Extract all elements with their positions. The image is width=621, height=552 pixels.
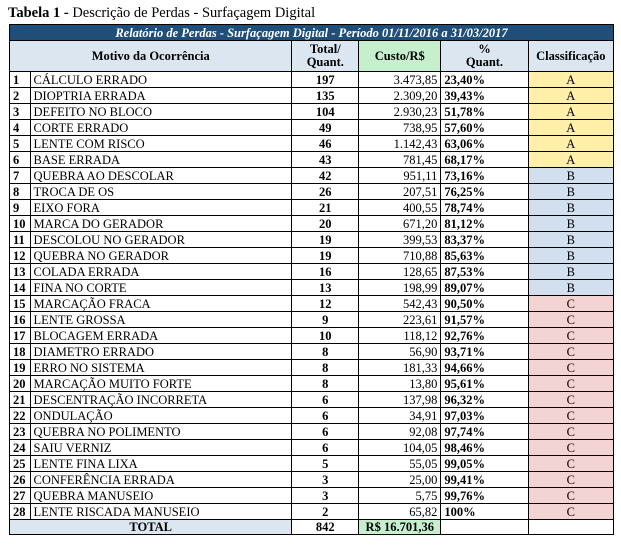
row-quantity: 43 (292, 152, 359, 168)
total-class-empty (528, 520, 613, 535)
row-percent: 85,63% (441, 248, 528, 264)
row-quantity: 104 (292, 104, 359, 120)
row-number: 26 (10, 472, 31, 488)
row-motivo: QUEBRA MANUSEIO (30, 488, 292, 504)
row-percent: 100% (441, 504, 528, 520)
total-row (10, 520, 614, 535)
row-classification: A (528, 152, 613, 168)
row-number: 6 (10, 152, 31, 168)
row-motivo: TROCA DE OS (30, 184, 292, 200)
row-classification: C (528, 296, 613, 312)
row-cost: 542,43 (359, 296, 441, 312)
row-number: 8 (10, 184, 31, 200)
row-percent: 91,57% (441, 312, 528, 328)
row-quantity: 20 (292, 216, 359, 232)
row-percent: 51,78% (441, 104, 528, 120)
row-cost: 1.142,43 (359, 136, 441, 152)
row-percent: 95,61% (441, 376, 528, 392)
row-classification: C (528, 392, 613, 408)
row-motivo: QUEBRA AO DESCOLAR (30, 168, 292, 184)
row-motivo: MARCA DO GERADOR (30, 216, 292, 232)
row-percent: 97,03% (441, 408, 528, 424)
table-row (10, 376, 614, 392)
row-quantity: 8 (292, 344, 359, 360)
row-number: 5 (10, 136, 31, 152)
table-caption (8, 5, 315, 22)
table-row (10, 168, 614, 184)
caption-label: Tabela 1 - (8, 5, 69, 21)
row-motivo: SAIU VERNIZ (30, 440, 292, 456)
row-quantity: 6 (292, 408, 359, 424)
row-classification: A (528, 120, 613, 136)
row-quantity: 42 (292, 168, 359, 184)
row-quantity: 26 (292, 184, 359, 200)
row-percent: 98,46% (441, 440, 528, 456)
row-number: 7 (10, 168, 31, 184)
table-row (10, 136, 614, 152)
row-cost: 34,91 (359, 408, 441, 424)
row-classification: B (528, 264, 613, 280)
row-cost: 128,65 (359, 264, 441, 280)
row-cost: 781,45 (359, 152, 441, 168)
row-cost: 207,51 (359, 184, 441, 200)
table-row (10, 344, 614, 360)
total-label: TOTAL (10, 520, 292, 535)
row-cost: 399,53 (359, 232, 441, 248)
row-classification: B (528, 184, 613, 200)
row-number: 18 (10, 344, 31, 360)
table-row (10, 104, 614, 120)
row-number: 12 (10, 248, 31, 264)
row-motivo: ONDULAÇÃO (30, 408, 292, 424)
row-classification: B (528, 232, 613, 248)
row-cost: 198,99 (359, 280, 441, 296)
row-number: 25 (10, 456, 31, 472)
row-percent: 57,60% (441, 120, 528, 136)
table-row (10, 72, 614, 88)
row-number: 23 (10, 424, 31, 440)
row-motivo: QUEBRA NO POLIMENTO (30, 424, 292, 440)
table-row (10, 360, 614, 376)
row-cost: 671,20 (359, 216, 441, 232)
row-number: 14 (10, 280, 31, 296)
row-motivo: ERRO NO SISTEMA (30, 360, 292, 376)
row-quantity: 46 (292, 136, 359, 152)
row-classification: B (528, 168, 613, 184)
header-percent (441, 41, 528, 72)
row-motivo: EIXO FORA (30, 200, 292, 216)
row-percent: 76,25% (441, 184, 528, 200)
table-row (10, 184, 614, 200)
row-number: 21 (10, 392, 31, 408)
row-cost: 55,05 (359, 456, 441, 472)
row-motivo: FINA NO CORTE (30, 280, 292, 296)
row-percent: 99,05% (441, 456, 528, 472)
row-percent: 68,17% (441, 152, 528, 168)
row-percent: 93,71% (441, 344, 528, 360)
row-cost: 56,90 (359, 344, 441, 360)
row-quantity: 5 (292, 456, 359, 472)
table-row (10, 232, 614, 248)
row-classification: B (528, 200, 613, 216)
table-row (10, 392, 614, 408)
table-row (10, 280, 614, 296)
row-number: 27 (10, 488, 31, 504)
row-classification: C (528, 456, 613, 472)
table-row (10, 312, 614, 328)
row-percent: 92,76% (441, 328, 528, 344)
row-percent: 89,07% (441, 280, 528, 296)
row-classification: A (528, 104, 613, 120)
table-row (10, 248, 614, 264)
header-motivo: Motivo da Ocorrência (10, 41, 292, 72)
row-classification: C (528, 360, 613, 376)
row-quantity: 135 (292, 88, 359, 104)
row-number: 20 (10, 376, 31, 392)
row-cost: 2.309,20 (359, 88, 441, 104)
losses-table (9, 24, 614, 535)
row-quantity: 12 (292, 296, 359, 312)
row-percent: 63,06% (441, 136, 528, 152)
table-row (10, 408, 614, 424)
row-cost: 400,55 (359, 200, 441, 216)
row-classification: C (528, 488, 613, 504)
total-quantity: 842 (292, 520, 359, 535)
table-row (10, 152, 614, 168)
row-motivo: DEFEITO NO BLOCO (30, 104, 292, 120)
table-body (10, 72, 614, 520)
row-percent: 23,40% (441, 72, 528, 88)
row-number: 3 (10, 104, 31, 120)
row-classification: C (528, 328, 613, 344)
report-title-row (10, 25, 614, 41)
table-row (10, 264, 614, 280)
row-cost: 738,95 (359, 120, 441, 136)
table-row (10, 216, 614, 232)
row-percent: 90,50% (441, 296, 528, 312)
row-cost: 710,88 (359, 248, 441, 264)
row-cost: 118,12 (359, 328, 441, 344)
row-number: 2 (10, 88, 31, 104)
row-percent: 96,32% (441, 392, 528, 408)
table-row (10, 200, 614, 216)
total-percent-empty (441, 520, 528, 535)
row-classification: A (528, 72, 613, 88)
row-quantity: 8 (292, 360, 359, 376)
row-number: 22 (10, 408, 31, 424)
header-total (292, 41, 359, 72)
row-percent: 73,16% (441, 168, 528, 184)
row-classification: C (528, 408, 613, 424)
row-percent: 99,76% (441, 488, 528, 504)
row-motivo: LENTE GROSSA (30, 312, 292, 328)
row-quantity: 6 (292, 392, 359, 408)
row-number: 1 (10, 72, 31, 88)
row-number: 4 (10, 120, 31, 136)
row-percent: 99,41% (441, 472, 528, 488)
row-motivo: QUEBRA NO GERADOR (30, 248, 292, 264)
table-row (10, 424, 614, 440)
row-percent: 94,66% (441, 360, 528, 376)
row-percent: 81,12% (441, 216, 528, 232)
row-cost: 3.473,85 (359, 72, 441, 88)
row-number: 19 (10, 360, 31, 376)
row-classification: C (528, 440, 613, 456)
table-row (10, 440, 614, 456)
row-classification: C (528, 472, 613, 488)
row-quantity: 3 (292, 488, 359, 504)
table-row (10, 120, 614, 136)
row-classification: B (528, 248, 613, 264)
table-row (10, 488, 614, 504)
row-number: 11 (10, 232, 31, 248)
header-row (10, 41, 614, 72)
row-number: 24 (10, 440, 31, 456)
row-motivo: DESCENTRAÇÃO INCORRETA (30, 392, 292, 408)
total-cost: R$ 16.701,36 (359, 520, 441, 535)
row-percent: 97,74% (441, 424, 528, 440)
row-motivo: MARCAÇÃO FRACA (30, 296, 292, 312)
table-row (10, 328, 614, 344)
report-title: Relatório de Perdas - Surfaçagem Digital - Período 01/11/2016 a 31/03/2017 (10, 25, 614, 41)
row-cost: 5,75 (359, 488, 441, 504)
row-cost: 181,33 (359, 360, 441, 376)
row-classification: A (528, 88, 613, 104)
header-total-line2: Quant. (306, 55, 344, 69)
row-quantity: 6 (292, 424, 359, 440)
row-number: 9 (10, 200, 31, 216)
row-number: 15 (10, 296, 31, 312)
row-number: 28 (10, 504, 31, 520)
table-row (10, 296, 614, 312)
row-classification: A (528, 136, 613, 152)
row-percent: 39,43% (441, 88, 528, 104)
row-cost: 25,00 (359, 472, 441, 488)
row-cost: 13,80 (359, 376, 441, 392)
header-percent-line1: % (478, 42, 491, 56)
row-number: 10 (10, 216, 31, 232)
row-quantity: 6 (292, 440, 359, 456)
row-cost: 223,61 (359, 312, 441, 328)
row-quantity: 21 (292, 200, 359, 216)
row-cost: 92,08 (359, 424, 441, 440)
row-motivo: DIOPTRIA ERRADA (30, 88, 292, 104)
row-motivo: CÁLCULO ERRADO (30, 72, 292, 88)
header-classificacao: Classificação (528, 41, 613, 72)
row-quantity: 49 (292, 120, 359, 136)
row-quantity: 10 (292, 328, 359, 344)
row-quantity: 2 (292, 504, 359, 520)
row-motivo: MARCAÇÃO MUITO FORTE (30, 376, 292, 392)
row-classification: B (528, 216, 613, 232)
row-motivo: LENTE RISCADA MANUSEIO (30, 504, 292, 520)
row-number: 13 (10, 264, 31, 280)
row-classification: C (528, 312, 613, 328)
row-motivo: CORTE ERRADO (30, 120, 292, 136)
table-row (10, 504, 614, 520)
table-row (10, 472, 614, 488)
row-quantity: 8 (292, 376, 359, 392)
row-quantity: 9 (292, 312, 359, 328)
row-classification: C (528, 344, 613, 360)
row-motivo: LENTE FINA LIXA (30, 456, 292, 472)
row-percent: 83,37% (441, 232, 528, 248)
row-quantity: 19 (292, 232, 359, 248)
row-motivo: DIAMETRO ERRADO (30, 344, 292, 360)
table-row (10, 88, 614, 104)
row-quantity: 13 (292, 280, 359, 296)
row-motivo: BASE ERRADA (30, 152, 292, 168)
row-cost: 104,05 (359, 440, 441, 456)
row-quantity: 197 (292, 72, 359, 88)
row-classification: C (528, 376, 613, 392)
row-cost: 951,11 (359, 168, 441, 184)
row-motivo: LENTE COM RISCO (30, 136, 292, 152)
row-motivo: DESCOLOU NO GERADOR (30, 232, 292, 248)
row-cost: 65,82 (359, 504, 441, 520)
header-custo: Custo/R$ (359, 41, 441, 72)
caption-text: Descrição de Perdas - Surfaçagem Digital (72, 5, 316, 21)
header-total-line1: Total/ (309, 42, 341, 56)
row-number: 17 (10, 328, 31, 344)
row-percent: 78,74% (441, 200, 528, 216)
row-cost: 137,98 (359, 392, 441, 408)
table-row (10, 456, 614, 472)
row-percent: 87,53% (441, 264, 528, 280)
row-quantity: 3 (292, 472, 359, 488)
row-classification: C (528, 504, 613, 520)
row-motivo: CONFERÊNCIA ERRADA (30, 472, 292, 488)
row-quantity: 19 (292, 248, 359, 264)
row-classification: C (528, 424, 613, 440)
row-number: 16 (10, 312, 31, 328)
header-percent-line2: Quant. (465, 55, 504, 69)
row-motivo: COLADA ERRADA (30, 264, 292, 280)
row-cost: 2.930,23 (359, 104, 441, 120)
row-classification: B (528, 280, 613, 296)
row-motivo: BLOCAGEM ERRADA (30, 328, 292, 344)
row-quantity: 16 (292, 264, 359, 280)
